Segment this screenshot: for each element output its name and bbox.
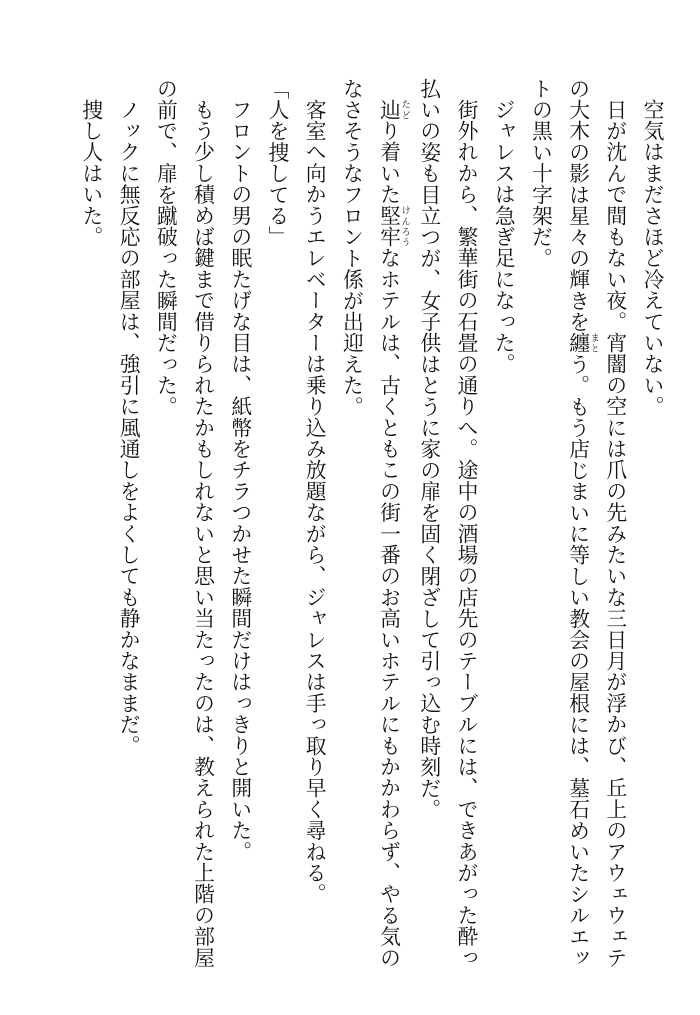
paragraph-9: もう少し積めば鍵まで借りられたかもしれないと思い当たったのは、教えられた上階の部屋の前で、扉を蹴破った瞬間だった。 bbox=[153, 78, 215, 968]
paragraph-4 bbox=[410, 78, 484, 978]
paragraph-5-text-a: り着いた bbox=[376, 120, 401, 205]
paragraph-5-text-b: なホテルは、古くともこの街一番のお高いホテルにもかかわらず、やる気のなさそうなフロント係が出迎えた。 bbox=[339, 78, 401, 969]
paragraph-1: 空気はまださほど冷えていない。 bbox=[640, 98, 664, 417]
paragraph-6: 客室へ向かうエレベーターは乗り込み放題ながら、ジャレスは手っ取り早く尋ねる。 bbox=[302, 98, 327, 905]
paragraph-4-text: 街外れから、繁華街の石畳の通りへ。途中の酒場の店先のテーブルには、できあがった酔っ払いの姿も目立つが、女子供はとうに家の扉を固く閉ざして引っ込む時刻だ。 bbox=[416, 78, 478, 968]
paragraph-10: ノックに無反応の部屋は、強引に風通しをよくしても静かなままだ。 bbox=[116, 98, 141, 756]
paragraph-3: ジャレスは急ぎ足になった。 bbox=[491, 98, 516, 375]
vertical-text-body bbox=[72, 78, 670, 978]
paragraph-2-text-b: う。もう店じまいに等しい教会の屋根には、墓石めいたシルエットの黒い十字架だ。 bbox=[528, 78, 590, 969]
ruby-base-matou: 纏 bbox=[565, 332, 590, 354]
ruby-reading-tado: たど bbox=[399, 98, 410, 120]
paragraph-2-text-a: 日が沈んで間もない夜。宵闇の空には爪の先みたいな三日月が浮かび、丘上のアウェウェテの大木の影は星々の輝きを bbox=[565, 78, 627, 968]
ruby-base-kenrou: 堅牢 bbox=[376, 204, 401, 248]
paragraph-11: 捜し人はいた。 bbox=[78, 98, 103, 248]
ruby-reading-matou: まと bbox=[588, 332, 599, 354]
ruby-tado bbox=[376, 98, 410, 120]
paragraph-5 bbox=[332, 78, 409, 978]
paragraph-2 bbox=[521, 78, 633, 978]
paragraph-8: フロントの男の眠たげな目は、紙幣をチラつかせた瞬間だけはっきりと開いた。 bbox=[227, 98, 252, 862]
dialog-line: 「人を捜してる」 bbox=[264, 78, 289, 248]
ruby-matou bbox=[565, 332, 599, 354]
ruby-base-tado: 辿 bbox=[376, 98, 401, 120]
ruby-reading-kenrou: けんろう bbox=[399, 204, 410, 248]
ruby-kenrou bbox=[376, 204, 410, 248]
